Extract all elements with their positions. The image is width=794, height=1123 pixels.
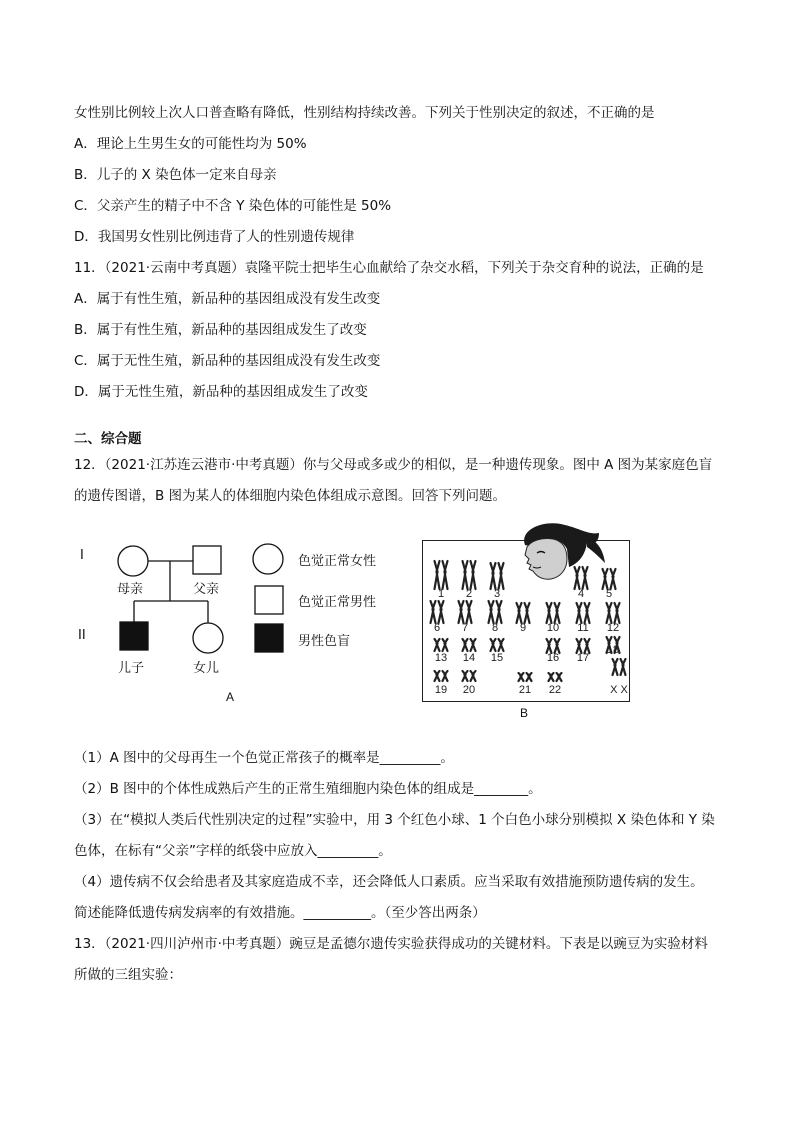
chromosome-number: 5 (605, 588, 613, 600)
q11-stem: 11．（2021·云南中考真题）袁隆平院士把毕生心血献给了杂交水稻，下列关于杂交育种的说法，正确的是 (74, 260, 704, 276)
chromosome-pair-4 (575, 567, 588, 589)
sex-chromosome-label: X X (610, 684, 628, 696)
q11-option-a: A．属于有性生殖，新品种的基因组成没有发生改变 (74, 291, 381, 307)
q12-sub1: （1）A 图中的父母再生一个色觉正常孩子的概率是_________。 (74, 750, 454, 766)
chromosome-number: 16 (546, 652, 560, 664)
q10-option-d: D．我国男女性别比例违背了人的性别遗传规律 (74, 229, 355, 245)
chromosome-number: 4 (577, 588, 585, 600)
q12-sub4-line1: （4）遗传病不仅会给患者及其家庭造成不幸，还会降低人口素质。应当采取有效措施预防遗传病的发生。 (74, 874, 704, 890)
chromosome-pair-21 (519, 673, 532, 681)
q11-option-b: B．属于有性生殖，新品种的基因组成发生了改变 (74, 322, 367, 338)
chromosome-number: 21 (518, 684, 532, 696)
q13-stem-line1: 13．（2021·四川泸州市·中考真题）豌豆是孟德尔遗传实验获得成功的关键材料。下表是以豌豆为实验材料 (74, 936, 708, 952)
chromosome-number: 14 (462, 652, 476, 664)
chromosome-pair-6 (431, 601, 444, 623)
chromosome-pair-8 (489, 601, 502, 623)
legend-colorblind-symbol (255, 624, 283, 652)
q12-sub3-line1: （3）在“模拟人类后代性别决定的过程”实验中，用 3 个红色小球、1 个白色小球分别模拟 X 染色体和 Y 染 (74, 812, 715, 828)
chromosome-number: 7 (461, 622, 469, 634)
sex-chromosome-pair (613, 659, 626, 675)
chromosome-number: 9 (519, 622, 527, 634)
chromosome-pair-17 (577, 639, 590, 653)
chromosome-pair-2 (463, 561, 476, 589)
generation-2-label: II (78, 628, 86, 643)
chromosome-number: 10 (546, 622, 560, 634)
figure-b-karyotype (422, 540, 630, 702)
chromosome-pair-10 (547, 603, 560, 623)
chromosome-number: 17 (576, 652, 590, 664)
chromosome-pair-12 (607, 603, 620, 623)
chromosome-number: 12 (606, 622, 620, 634)
q10-stem-tail: 女性别比例较上次人口普查略有降低，性别结构持续改善。下列关于性别决定的叙述，不正确的是 (74, 105, 655, 121)
chromosome-number: 18 (606, 644, 620, 656)
chromosome-pair-15 (491, 639, 504, 651)
chromosome-number: 3 (493, 588, 501, 600)
q12-sub3-line2: 色体，在标有“父亲”字样的纸袋中应放入_________。 (74, 843, 392, 859)
father-label: 父亲 (193, 582, 220, 597)
chromosome-number: 20 (462, 684, 476, 696)
chromosome-pair-5 (603, 569, 616, 589)
legend-normal-female: 色觉正常女性 (298, 554, 377, 569)
chromosome-pair-1 (435, 561, 448, 589)
chromosome-pair-9 (517, 603, 530, 623)
karyotype-chromosomes (423, 541, 629, 701)
chromosome-pair-11 (577, 603, 590, 623)
q12-stem-line1: 12．（2021·江苏连云港市·中考真题）你与父母或多或少的相似，是一种遗传现象。图中 A 图为某家庭色盲 (74, 457, 713, 473)
chromosome-pair-16 (547, 639, 560, 653)
q11-option-d: D．属于无性生殖，新品种的基因组成发生了改变 (74, 384, 368, 400)
q13-stem-line2: 所做的三组实验： (74, 967, 182, 983)
chromosome-pair-19 (435, 671, 448, 681)
chromosome-pair-14 (463, 639, 476, 651)
figure-a-caption: A (226, 690, 235, 704)
legend-female-symbol (253, 544, 283, 574)
q12-stem-line2: 的遗传图谱，B 图为某人的体细胞内染色体组成示意图。回答下列问题。 (74, 488, 507, 504)
legend-normal-male: 色觉正常男性 (298, 595, 377, 610)
chromosome-number: 6 (433, 622, 441, 634)
chromosome-number: 1 (437, 588, 445, 600)
chromosome-number: 19 (434, 684, 448, 696)
q11-option-c: C．属于无性生殖，新品种的基因组成没有发生改变 (74, 353, 381, 369)
father-symbol (193, 546, 221, 574)
chromosome-pair-20 (463, 671, 476, 681)
chromosome-number: 15 (490, 652, 504, 664)
chromosome-pair-13 (435, 639, 448, 651)
chromosome-pair-3 (491, 563, 504, 589)
son-symbol (120, 622, 148, 650)
chromosome-number: 11 (577, 622, 589, 634)
daughter-label: 女儿 (193, 661, 220, 676)
figure-b-caption: B (520, 706, 529, 720)
q12-sub4-line2: 简述能降低遗传病发病率的有效措施。__________。（至少答出两条） (74, 905, 486, 921)
chromosome-number: 13 (434, 652, 448, 664)
chromosome-number: 2 (465, 588, 473, 600)
legend-colorblind-male: 男性色盲 (298, 634, 351, 649)
mother-symbol (118, 546, 148, 576)
son-label: 儿子 (118, 661, 145, 676)
q12-sub2: （2）B 图中的个体性成熟后产生的正常生殖细胞内染色体的组成是________。 (74, 781, 542, 797)
q10-option-b: B．儿子的 X 染色体一定来自母亲 (74, 167, 277, 183)
daughter-symbol (193, 623, 223, 653)
chromosome-number: 8 (491, 622, 499, 634)
chromosome-pair-7 (459, 601, 472, 623)
legend-male-symbol (255, 586, 283, 614)
section-heading: 二、综合题 (74, 431, 142, 447)
chromosome-pair-22 (549, 673, 562, 681)
mother-label: 母亲 (117, 582, 144, 597)
generation-1-label: I (80, 548, 84, 563)
q10-option-c: C．父亲产生的精子中不含 Y 染色体的可能性是 50% (74, 198, 392, 214)
q10-option-a: A．理论上生男生女的可能性均为 50% (74, 136, 307, 152)
chromosome-number: 22 (548, 684, 562, 696)
